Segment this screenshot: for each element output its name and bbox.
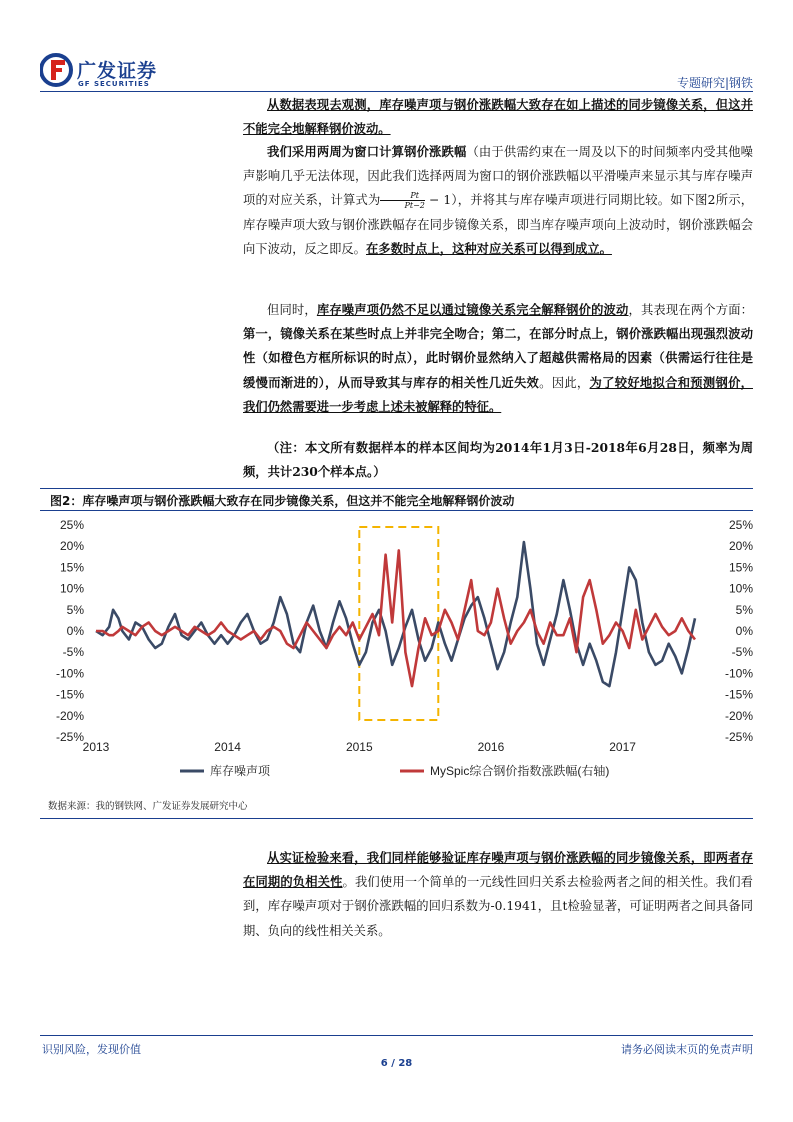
paragraph-2-text-a: （由于供需约束在一周及以下的时间频率内受其他噪声影响几乎无法体现，因此我们选择两周为窗口的钢价涨跌幅以平滑噪声来显示其与库存噪声项的对应关系，计算式为: [243, 145, 753, 208]
y-right-tick-label: 20%: [728, 539, 753, 554]
paragraph-3-conclusion: 为了较好地拟合和预测钢价，我们仍然需要进一步考虑上述未被解释的特征。: [243, 374, 753, 414]
y-left-tick-label: -10%: [55, 666, 84, 681]
logo-text-en: GF SECURITIES: [78, 80, 150, 88]
inventory-noise-line: [96, 542, 695, 686]
gf-logo-icon: [40, 50, 76, 90]
paragraph-4-text: 。我们使用一个简单的一元线性回归关系去检验两者之间的相关性。我们看到，库存噪声项对于钢价涨跌幅的回归系数为-0.1941，且t检验显著，可证明两者之间具备同期、负向的线性相关关系。: [243, 875, 753, 938]
y-right-tick-label: -15%: [724, 687, 753, 702]
paragraph-4: [243, 846, 753, 943]
paragraph-1-text: 从数据表现去观测，库存噪声项与钢价涨跌幅大致存在如上描述的同步镜像关系，但这并不能完全地解释钢价波动。: [243, 97, 753, 137]
y-right-tick-label: 25%: [728, 518, 753, 532]
figure-source: 数据来源：我的钢铁网、广发证券发展研究中心: [48, 801, 248, 812]
y-left-tick-label: 25%: [59, 518, 84, 532]
paragraph-2-text-b: ，并将其与库存噪声项进行同期比较。如下图2所示，库存噪声项大致与钢价涨跌幅存在同步镜像关系，即当库存噪声项向上波动时，钢价涨跌幅会向下波动，反之即反。: [243, 193, 753, 256]
page-header: [40, 50, 753, 90]
logo-text-cn: 广发证券: [77, 60, 158, 82]
report-category: 专题研究|钢铁: [676, 76, 753, 90]
y-right-tick-label: -25%: [724, 730, 753, 744]
legend-label: 库存噪声项: [210, 764, 271, 778]
y-right-tick-label: 5%: [735, 602, 753, 617]
figure-title: 图2：库存噪声项与钢价涨跌幅大致存在同步镜像关系，但这并不能完全地解释钢价波动: [50, 494, 515, 508]
y-left-tick-label: 0%: [66, 624, 84, 638]
paragraph-3-text-b: ，其表现在两个方面：: [628, 303, 753, 317]
y-right-tick-label: 15%: [728, 560, 753, 575]
formula-tail: − 1）: [424, 193, 458, 208]
footer-divider: [40, 1035, 753, 1036]
formula-numerator: Pt: [380, 191, 424, 201]
x-tick-label: 2015: [345, 740, 373, 754]
steel-price-change-line: [96, 550, 695, 686]
formula-denominator: Pt−2: [404, 201, 425, 211]
price-change-formula: [380, 191, 424, 210]
y-right-tick-label: -10%: [724, 666, 753, 681]
paragraph-2: [243, 140, 753, 261]
x-tick-label: 2013: [82, 740, 110, 754]
paragraph-3-text-c: 。因此，: [539, 375, 590, 390]
y-left-tick-label: -15%: [55, 687, 84, 702]
paragraph-3-text-a: 但同时，: [267, 303, 317, 317]
x-tick-label: 2017: [609, 740, 636, 754]
y-left-tick-label: 10%: [59, 581, 84, 596]
header-divider: [40, 91, 753, 92]
y-left-tick-label: -25%: [55, 730, 84, 744]
x-tick-label: 2014: [214, 740, 241, 754]
y-right-tick-label: 10%: [728, 581, 753, 596]
sample-note: （注：本文所有数据样本的样本区间均为2014年1月3日-2018年6月28日，频率为周频，共计230个样本点。）: [243, 440, 753, 480]
paragraph-1: [243, 93, 753, 141]
figure-bottom-rule: [40, 818, 753, 819]
paragraph-3-points: 第一，镜像关系在某些时点上并非完全吻合；第二，在部分时点上，钢价涨跌幅出现强烈波动性（如橙色方框所标识的时点），此时钢价显然纳入了超越供需格局的因素（供需运行往往是缓慢而渐进的），从而导致其与库存的相关性几近失效: [243, 326, 753, 390]
y-left-tick-label: -5%: [62, 645, 84, 660]
page-number: 6 / 28: [380, 1058, 413, 1069]
y-right-tick-label: -5%: [731, 645, 753, 660]
y-left-tick-label: -20%: [55, 708, 84, 723]
y-left-tick-label: 5%: [66, 602, 84, 617]
inventory-vs-price-chart: [40, 515, 753, 785]
footer-slogan: 识别风险，发现价值: [42, 1043, 141, 1056]
paragraph-2-lead: 我们采用两周为窗口计算钢价涨跌幅: [267, 144, 467, 159]
y-left-tick-label: 15%: [59, 560, 84, 575]
figure-title-rule: [40, 510, 753, 511]
x-tick-label: 2016: [477, 740, 505, 754]
paragraph-3-claim: 库存噪声项仍然不足以通过镜像关系完全解释钢价的波动: [316, 302, 629, 317]
y-right-tick-label: -20%: [724, 708, 753, 723]
y-left-tick-label: 20%: [59, 539, 84, 554]
paragraph-3: [243, 298, 753, 419]
y-right-tick-label: 0%: [735, 624, 753, 638]
paragraph-2-conclusion: 在多数时点上，这种对应关系可以得到成立。: [365, 240, 612, 256]
figure-top-rule: [40, 488, 753, 489]
footer-disclaimer: 请务必阅读末页的免责声明: [621, 1043, 753, 1056]
gf-securities-logo: [40, 50, 170, 90]
legend-label: MySpic综合钢价指数涨跌幅(右轴): [430, 764, 610, 778]
paragraph-4-claim: 从实证检验来看，我们同样能够验证库存噪声项与钢价涨跌幅的同步镜像关系，即两者存在同期的负相关性: [243, 850, 753, 890]
